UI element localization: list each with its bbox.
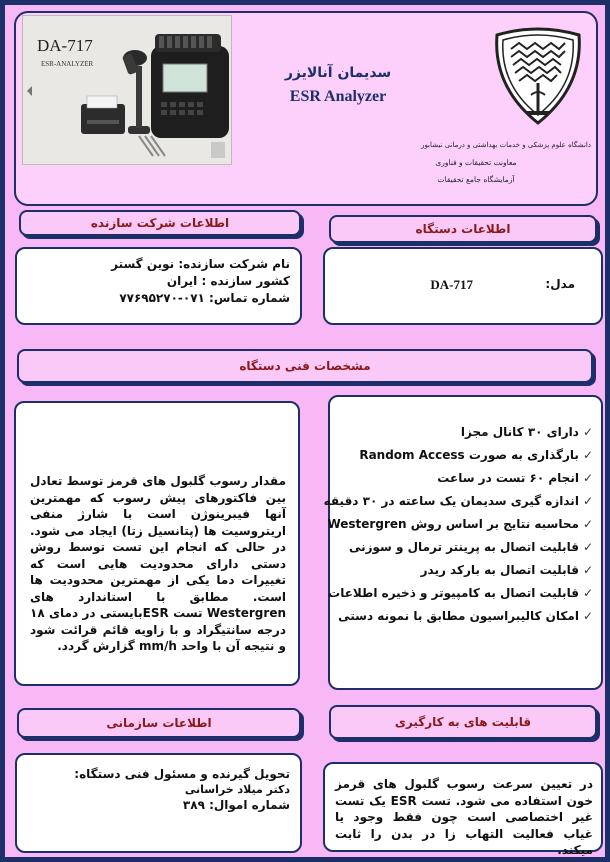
check-icon: ✓ <box>582 448 593 462</box>
university-line-3: آزمایشگاه جامع تحقیقات <box>437 175 515 184</box>
applications-box <box>323 762 603 857</box>
check-icon: ✓ <box>582 609 593 623</box>
specs-heading: مشخصات فنی دستگاه <box>17 349 593 383</box>
list-item: ✓محاسبه نتایج بر اساس روش Westergren <box>327 517 593 531</box>
list-item: ✓امکان کالیبراسیون مطابق با نمونه دستی <box>338 609 593 623</box>
check-icon: ✓ <box>582 540 593 554</box>
manufacturer-country: کشور سازنده : ایران <box>166 274 290 288</box>
photo-model-label: DA-717 <box>37 36 93 55</box>
organizational-box <box>15 753 302 853</box>
applications-text: در تعیین سرعت رسوب گلبول های قرمز خون استفاده می شود. تست ESR یک تست غیر اختصاصی است چون فقط وجود یا غیاب فعالیت التهاب زا در بدن را ثابت میکند. <box>335 777 593 857</box>
features-list <box>323 425 593 623</box>
list-item: ✓قابلیت اتصال به بارکد ریدر <box>420 563 593 577</box>
list-item: ✓دارای ۳۰ کانال مجزا <box>460 425 593 439</box>
university-line-2: معاونت تحقیقات و فناوری <box>435 158 517 167</box>
applications-heading: قابلیت های به کارگیری <box>329 705 597 739</box>
page-title-en: ESR Analyzer <box>289 88 387 105</box>
list-item: ✓قابلیت اتصال به پرینتر ترمال و سوزنی <box>348 540 593 554</box>
check-icon: ✓ <box>582 494 593 508</box>
check-icon: ✓ <box>582 471 593 485</box>
product-photo <box>22 15 232 165</box>
model-value: DA-717 <box>430 277 473 292</box>
list-item: ✓اندازه گیری سدیمان یک ساعته در ۳۰ دقیقه <box>323 494 593 508</box>
university-emblem-icon <box>491 27 585 127</box>
org-recipient-name: دکتر میلاد خراسانی <box>184 783 290 796</box>
page-title-fa: سدیمان آنالایزر <box>284 65 392 81</box>
org-recipient-label: تحویل گیرنده و مسئول فنی دستگاه: <box>74 767 290 781</box>
description-box <box>14 401 300 686</box>
check-icon: ✓ <box>582 425 593 439</box>
check-icon: ✓ <box>582 586 593 600</box>
check-icon: ✓ <box>582 517 593 531</box>
organizational-heading: اطلاعات سازمانی <box>17 708 301 738</box>
device-info-heading: اطلاعات دستگاه <box>329 215 597 243</box>
features-box <box>323 395 603 690</box>
photo-product-label: ESR-ANALYZER <box>41 60 94 68</box>
list-item: ✓بارگذاری به صورت Random Access <box>359 448 593 462</box>
model-label: مدل: <box>545 277 575 291</box>
poster-page <box>3 3 607 859</box>
manufacturer-box <box>15 247 302 325</box>
manufacturer-phone: شماره تماس: ۰۷۱-۷۷۶۹۵۲۷۰ <box>119 291 290 305</box>
org-asset-number: شماره اموال: ۳۸۹ <box>182 798 290 812</box>
list-item: ✓قابلیت اتصال به کامپیوتر و ذخیره اطلاعات <box>328 586 593 600</box>
device-info-box <box>323 247 603 325</box>
check-icon: ✓ <box>582 563 593 577</box>
university-line-1: دانشگاه علوم پزشکی و خدمات بهداشتی و درمانی نیشابور <box>421 141 591 149</box>
university-logo <box>491 27 585 127</box>
list-item: ✓انجام ۶۰ تست در ساعت <box>437 471 593 485</box>
header-band <box>14 11 598 206</box>
manufacturer-name: نام شرکت سازنده: نوین گستر <box>111 257 290 271</box>
description-text: مقدار رسوب گلبول های قرمز توسط تعادل بین فاکتورهای پیش رسوب که مهمترین آنها فیبرینوژن است با شارژ منفی اریتروسیت ها (پتانسیل زتا) ایجاد می شود. در حالی که انجام این تست توسط روش دستی دارای محدودیت هایی است که تغییرات دما یکی از مهمترین محدودیت ها است. مطابق با استاندارد های Westergren تست ESRبایستی در دمای ۱۸ درجه سانتیگراد و با زاویه قائم قرائت شود و نتیجه آن با واحد mm/h گزارش گردد. <box>30 474 286 653</box>
manufacturer-heading: اطلاعات شرکت سازنده <box>19 210 301 236</box>
